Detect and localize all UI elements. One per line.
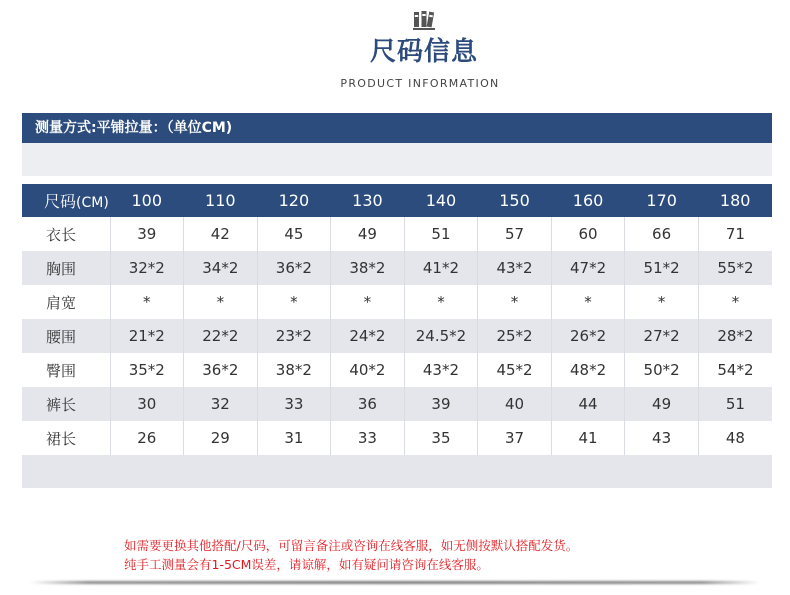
row-label: 裙长 — [22, 421, 110, 455]
table-cell: 48 — [725, 429, 745, 447]
corner-label: 尺码 — [44, 192, 77, 211]
table-cell: 40*2 — [331, 353, 405, 387]
table-cell: 41*2 — [404, 251, 478, 285]
table-cell: * — [110, 285, 184, 319]
table-cell: 26 — [110, 421, 184, 455]
table-cell: * — [404, 285, 478, 319]
table-cell: 44 — [551, 387, 625, 421]
table-cell: 43*2 — [478, 251, 552, 285]
table-cell: 54*2 — [717, 361, 754, 379]
table-row — [22, 387, 772, 421]
table-cell: 43 — [625, 421, 699, 455]
table-cell: 32*2 — [110, 251, 184, 285]
size-header-cell: 150 — [499, 191, 530, 210]
table-cell: 43*2 — [404, 353, 478, 387]
table-footer-cell — [22, 455, 772, 488]
table-cell: 49 — [625, 387, 699, 421]
table-cell: 40 — [478, 387, 552, 421]
table-cell: * — [184, 285, 258, 319]
table-cell: 48*2 — [551, 353, 625, 387]
table-cell: 51*2 — [625, 251, 699, 285]
size-header-cell: 110 — [205, 191, 236, 210]
table-cell: 36 — [331, 387, 405, 421]
table-cell: 22*2 — [184, 319, 258, 353]
table-cell: 27*2 — [625, 319, 699, 353]
measurement-banner — [22, 113, 772, 143]
row-label: 胸围 — [22, 251, 110, 285]
size-header-cell: 170 — [646, 191, 677, 210]
table-cell: 50*2 — [625, 353, 699, 387]
table-cell: 60 — [551, 217, 625, 251]
table-cell: * — [331, 285, 405, 319]
table-cell: 36*2 — [184, 353, 258, 387]
table-row — [22, 285, 772, 319]
size-header-cell: 140 — [425, 191, 457, 210]
table-cell: 38*2 — [257, 353, 331, 387]
table-cell: 51 — [725, 395, 745, 413]
table-cell: 23*2 — [257, 319, 331, 353]
table-cell: 30 — [110, 387, 184, 421]
table-cell: * — [625, 285, 699, 319]
table-cell: 36*2 — [257, 251, 331, 285]
size-header-cell: 130 — [352, 191, 383, 210]
table-cell: * — [731, 293, 740, 311]
row-label: 裤长 — [22, 387, 110, 421]
table-cell: * — [478, 285, 552, 319]
table-cell: 33 — [331, 421, 405, 455]
size-corner-header — [22, 184, 110, 217]
note-line: 纯手工测量会有1-5CM误差，请谅解，如有疑问请咨询在线客服。 — [124, 557, 489, 572]
notes-block — [124, 536, 578, 574]
table-cell: 24*2 — [331, 319, 405, 353]
size-header-row — [22, 184, 772, 217]
table-cell: 66 — [625, 217, 699, 251]
table-cell: 47*2 — [551, 251, 625, 285]
table-cell: 55*2 — [717, 259, 754, 277]
table-cell: 45 — [257, 217, 331, 251]
table-cell: 34*2 — [184, 251, 258, 285]
table-cell: 41 — [551, 421, 625, 455]
corner-unit: (CM) — [76, 195, 109, 211]
table-cell: 39 — [110, 217, 184, 251]
size-header-cell: 180 — [719, 191, 751, 210]
row-label: 衣长 — [22, 217, 110, 251]
table-cell: 28*2 — [717, 327, 754, 345]
table-row — [22, 319, 772, 353]
table-cell: 39 — [404, 387, 478, 421]
size-header-cell: 120 — [278, 191, 310, 210]
table-cell: 26*2 — [551, 319, 625, 353]
table-cell: 37 — [478, 421, 552, 455]
table-cell: 32 — [184, 387, 258, 421]
row-label: 腰围 — [22, 319, 110, 353]
table-cell: 57 — [478, 217, 552, 251]
size-header-cell: 100 — [131, 191, 163, 210]
table-cell: 21*2 — [110, 319, 184, 353]
binders-icon — [412, 9, 436, 31]
row-label: 肩宽 — [22, 285, 110, 319]
page-title: 尺码信息 — [369, 37, 478, 67]
table-row — [22, 353, 772, 387]
table-cell: 35*2 — [110, 353, 184, 387]
table-row — [22, 421, 772, 455]
note-line: 如需要更换其他搭配/尺码，可留言备注或咨询在线客服，如无侧按默认搭配发货。 — [124, 538, 579, 553]
table-cell: 33 — [257, 387, 331, 421]
table-cell: 71 — [725, 225, 745, 243]
size-table-body — [22, 217, 772, 488]
table-cell: 51 — [404, 217, 478, 251]
table-cell: 29 — [184, 421, 258, 455]
table-row — [22, 251, 772, 285]
measurement-method-text: 测量方式:平铺拉量：（单位CM) — [35, 120, 233, 136]
table-cell: 42 — [184, 217, 258, 251]
bottom-shadow-divider — [30, 581, 760, 584]
table-cell: * — [551, 285, 625, 319]
banner-shade-band — [22, 143, 772, 176]
row-label: 臀围 — [22, 353, 110, 387]
size-table — [22, 184, 772, 488]
table-cell: 35 — [404, 421, 478, 455]
size-header-cell: 160 — [572, 191, 604, 210]
table-cell: 49 — [331, 217, 405, 251]
table-cell: 31 — [257, 421, 331, 455]
table-cell: 45*2 — [478, 353, 552, 387]
table-cell: * — [257, 285, 331, 319]
table-cell: 24.5*2 — [404, 319, 478, 353]
table-cell: 38*2 — [331, 251, 405, 285]
table-footer-row — [22, 455, 772, 488]
page-subtitle: PRODUCT INFORMATION — [340, 77, 500, 90]
table-cell: 25*2 — [478, 319, 552, 353]
table-row — [22, 217, 772, 251]
